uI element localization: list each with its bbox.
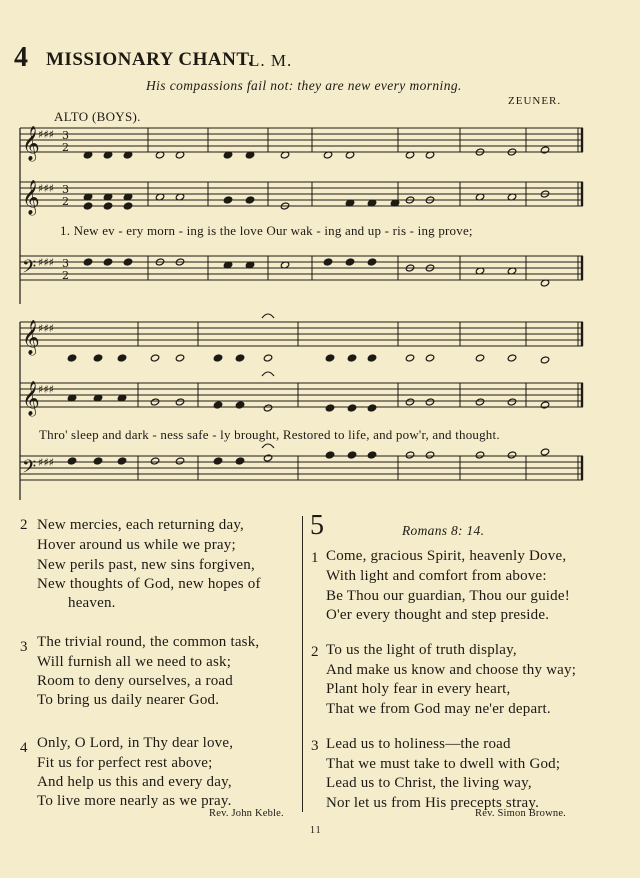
time-signature: 3 <box>62 129 69 142</box>
note-head <box>475 451 484 459</box>
note-head <box>475 354 484 362</box>
note-head <box>345 258 354 266</box>
note-head <box>347 451 356 459</box>
note-head <box>425 354 434 362</box>
stanza-number: 1 <box>311 550 319 566</box>
note-head <box>67 354 76 362</box>
treble-clef: 𝄞 <box>22 320 40 355</box>
verse-line: Be Thou our guardian, Thou our guide! <box>326 588 570 604</box>
note-head <box>245 196 254 204</box>
key-signature: ♯♯♯ <box>38 456 54 469</box>
verse-line: To live more nearly as we pray. <box>37 793 232 809</box>
note-head <box>507 451 516 459</box>
note-head <box>263 354 272 362</box>
verse-line: Room to deny ourselves, a road <box>37 673 233 689</box>
note-head <box>405 354 414 362</box>
note-head <box>367 258 376 266</box>
note-head <box>67 457 76 465</box>
note-head <box>325 451 334 459</box>
stanza-number: 2 <box>311 644 319 660</box>
hymn-meter: L. M. <box>249 51 293 70</box>
time-signature: 2 <box>62 141 69 154</box>
note-head <box>367 451 376 459</box>
note-head <box>425 398 434 406</box>
note-head <box>475 398 484 406</box>
note-head <box>367 404 376 412</box>
composer-name: ZEUNER. <box>508 95 562 107</box>
note-head <box>83 202 92 210</box>
note-head <box>347 404 356 412</box>
note-head <box>123 202 132 210</box>
verse-line: And help us this and every day, <box>37 774 232 790</box>
note-head <box>323 258 332 266</box>
note-head <box>235 457 244 465</box>
note-head <box>540 356 549 364</box>
lyric-line-2: Thro' sleep and dark - ness safe - ly brought, Restored to life, and pow'r, and thought. <box>39 427 500 442</box>
treble-clef: 𝄞 <box>22 126 40 161</box>
note-head <box>263 404 272 412</box>
time-signature: 2 <box>62 195 69 208</box>
verse-line: The trivial round, the common task, <box>37 634 260 650</box>
note-head <box>507 354 516 362</box>
note-head <box>103 202 112 210</box>
note-head <box>223 196 232 204</box>
note-head <box>103 258 112 266</box>
note-head <box>213 401 222 409</box>
note-head <box>263 454 272 462</box>
note-head <box>367 354 376 362</box>
note-head <box>150 457 159 465</box>
note-head <box>347 354 356 362</box>
verse-line: Only, O Lord, in Thy dear love, <box>37 735 234 751</box>
note-head <box>175 354 184 362</box>
note-head <box>213 354 222 362</box>
voice-label: ALTO (BOYS). <box>54 109 141 124</box>
verse-line: Lead us to holiness—the road <box>326 736 511 752</box>
author-attribution: Rev. Simon Browne. <box>475 808 566 819</box>
note-head <box>93 457 102 465</box>
key-signature: ♯♯♯ <box>38 383 54 396</box>
key-signature: ♯♯♯ <box>38 182 54 195</box>
treble-clef: 𝄞 <box>22 180 40 215</box>
note-head <box>325 354 334 362</box>
time-signature: 3 <box>62 257 69 270</box>
note-head <box>540 146 549 154</box>
note-head <box>150 354 159 362</box>
verse-line: That we from God may ne'er depart. <box>326 701 551 717</box>
page-number: 11 <box>310 825 322 836</box>
note-head <box>425 451 434 459</box>
time-signature: 3 <box>62 183 69 196</box>
note-head <box>150 398 159 406</box>
hymn-number: 5 <box>310 510 324 541</box>
bass-clef: 𝄢 <box>22 457 37 482</box>
stanza-number: 4 <box>20 740 28 756</box>
time-signature: 2 <box>62 269 69 282</box>
fermata <box>262 314 274 318</box>
hymn-title: MISSIONARY CHANT. <box>46 49 254 70</box>
note-head <box>175 457 184 465</box>
bass-clef: 𝄢 <box>22 257 37 282</box>
note-head <box>117 457 126 465</box>
hymn-number: 4 <box>14 42 28 73</box>
note-head <box>175 398 184 406</box>
stanza-number: 2 <box>20 517 28 533</box>
note-head <box>117 354 126 362</box>
treble-clef: 𝄞 <box>22 381 40 416</box>
key-signature: ♯♯♯ <box>38 256 54 269</box>
verse-line: heaven. <box>68 595 116 611</box>
verse-line: That we must take to dwell with God; <box>326 756 561 772</box>
verse-line: With light and comfort from above: <box>326 568 547 584</box>
author-attribution: Rev. John Keble. <box>209 808 284 819</box>
note-head <box>405 398 414 406</box>
verse-line: Come, gracious Spirit, heavenly Dove, <box>326 548 567 564</box>
note-head <box>325 404 334 412</box>
verse-line: Will furnish all we need to ask; <box>37 654 232 670</box>
verse-line: Hover around us while we pray; <box>37 537 236 553</box>
verse-line: Lead us to Christ, the living way, <box>326 775 532 791</box>
verse-line: Plant holy fear in every heart, <box>326 681 511 697</box>
note-head <box>507 398 516 406</box>
lyric-line-1: 1. New ev - ery morn - ing is the love Our wak - ing and up - ris - ing prove; <box>60 223 473 238</box>
verse-line: New thoughts of God, new hopes of <box>37 576 261 592</box>
epigraph: His compassions fail not: they are new every morning. <box>146 78 462 93</box>
key-signature: ♯♯♯ <box>38 322 54 335</box>
note-head <box>83 258 92 266</box>
note-head <box>235 401 244 409</box>
note-head <box>540 448 549 456</box>
stanza-number: 3 <box>20 639 28 655</box>
verse-line: Nor let us from His precepts stray. <box>326 795 540 811</box>
verse-line: New perils past, new sins forgiven, <box>37 557 255 573</box>
verse-line: O'er every thought and step preside. <box>326 607 550 623</box>
note-head <box>540 401 549 409</box>
note-head <box>235 354 244 362</box>
note-head <box>213 457 222 465</box>
note-head <box>93 354 102 362</box>
verse-line: And make us know and choose thy way; <box>326 662 577 678</box>
note-head <box>123 258 132 266</box>
note-head <box>405 451 414 459</box>
column-divider <box>302 516 303 812</box>
verse-line: New mercies, each returning day, <box>37 517 245 533</box>
verse-line: To bring us daily nearer God. <box>37 692 220 708</box>
fermata <box>262 372 274 376</box>
verse-line: Fit us for perfect rest above; <box>37 755 213 771</box>
fermata <box>262 444 274 448</box>
verse-line: To us the light of truth display, <box>326 642 517 658</box>
scripture-reference: Romans 8: 14. <box>402 523 485 538</box>
key-signature: ♯♯♯ <box>38 128 54 141</box>
stanza-number: 3 <box>311 738 319 754</box>
